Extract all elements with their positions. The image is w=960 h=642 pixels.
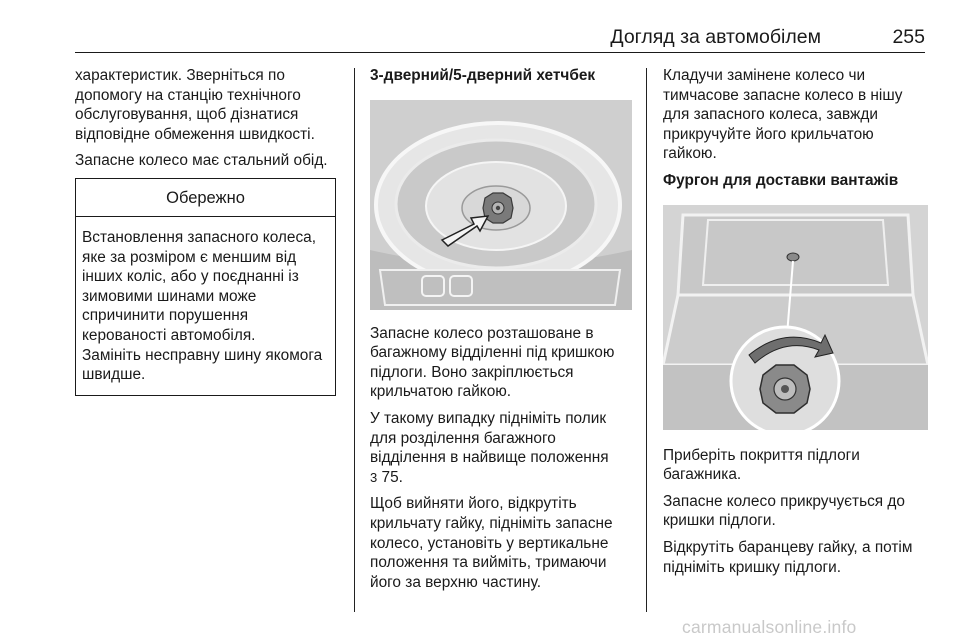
paragraph: Кладучи замінене колесо чи тимчасове запасне колесо в нішу для запасного колеса, завжди прикручуйте його крильчатою гайкою. xyxy=(663,67,903,163)
paragraph-text: У такому випадку підніміть полик для розділення багажного відділення в найвище положення xyxy=(370,409,609,467)
paragraph: Запасне колесо прикручується до кришки підлоги. xyxy=(663,492,905,530)
subheading: Фургон для доставки вантажів xyxy=(663,171,899,189)
caution-box xyxy=(75,178,336,396)
paragraph: Відкрутіть баранцеву гайку, а потім підніміть кришку підлоги. xyxy=(663,538,913,576)
page-reference[interactable]: 75. xyxy=(381,468,403,486)
header-rule xyxy=(75,52,925,53)
column-divider xyxy=(354,68,355,612)
subheading: 3-дверний/5-дверний хетчбек xyxy=(370,67,596,84)
paragraph: Щоб вийняти його, відкрутіть крильчату гайку, підніміть запасне колесо, установіть у вертикальне положення та вийміть, тримаючи його за верхню частину. xyxy=(370,495,613,591)
van-floor-illustration xyxy=(663,205,928,430)
paragraph: Запасне колесо має стальний обід. xyxy=(75,152,328,170)
spare-wheel-illustration xyxy=(370,100,632,310)
caution-text: Замініть несправну шину якомога швидше. xyxy=(82,346,323,384)
caution-title: Обережно xyxy=(76,179,335,217)
page-reference-arrow-icon: 3 xyxy=(370,469,378,485)
caution-text: Встановлення запасного колеса, яке за розміром є меншим від інших коліс, або у поєднанні із зимовими шинами може спричинити порушення керованості автомобіля. xyxy=(82,228,317,344)
watermark: carmanualsonline.info xyxy=(682,617,857,637)
column-divider xyxy=(646,68,647,612)
paragraph: характеристик. Зверніться по допомогу на станцію технічного обслуговування, щоб дізнатися відповідне обмеження швидкості. xyxy=(75,67,315,143)
column-left xyxy=(75,66,345,396)
page-header xyxy=(75,24,925,54)
section-title: Догляд за автомобілем xyxy=(610,26,821,48)
column-right xyxy=(663,66,928,584)
caution-body xyxy=(76,217,335,395)
page-number: 255 xyxy=(892,26,925,48)
paragraph: Приберіть покриття підлоги багажника. xyxy=(663,446,860,484)
column-middle xyxy=(370,66,632,599)
paragraph xyxy=(370,409,632,487)
paragraph: Запасне колесо розташоване в багажному відділенні під кришкою підлоги. Воно закріплюється крильчатою гайкою. xyxy=(370,324,615,401)
